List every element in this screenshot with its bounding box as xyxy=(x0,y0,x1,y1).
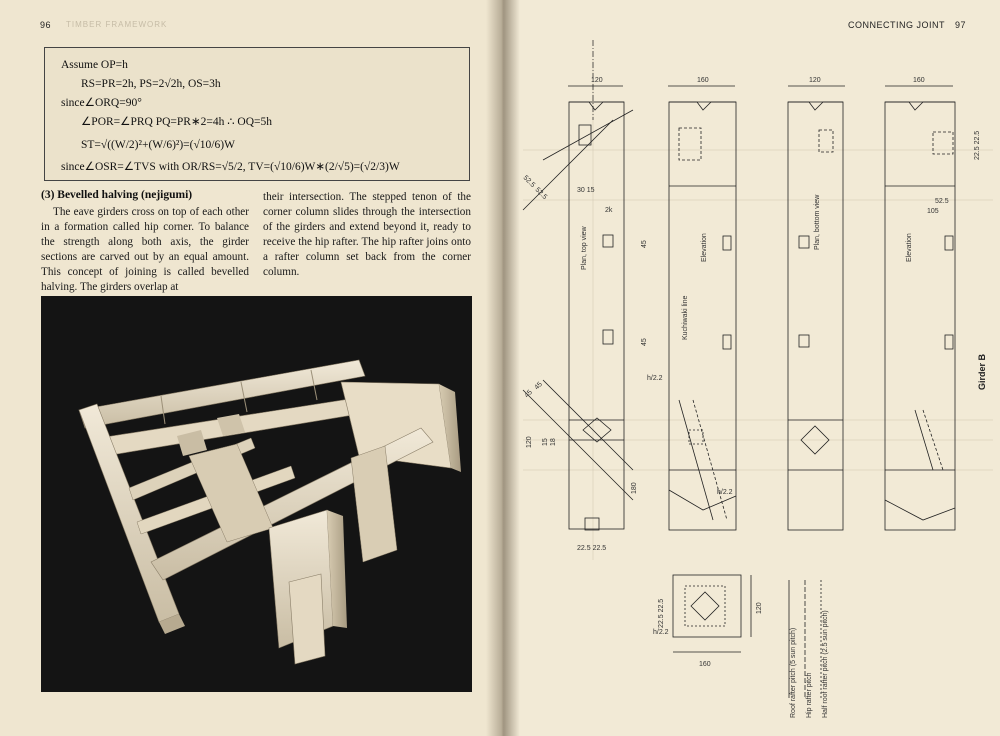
right-running-head: CONNECTING JOINT xyxy=(848,20,945,30)
math-box xyxy=(44,47,470,181)
math-line-4: ∠POR=∠PRQ PQ=PR∗2=4h ∴ OQ=5h xyxy=(81,116,273,128)
dim-45-c: 45 xyxy=(523,388,534,400)
dim-h-2-2-b: h/2.2 xyxy=(717,489,733,496)
right-page-number: 97 xyxy=(955,20,967,30)
dim-15: 15 xyxy=(542,438,549,446)
legend-roof-rafter: Roof rafter pitch (5 sun pitch) xyxy=(790,627,797,718)
dim-h-2-2-detail: h/2.2 xyxy=(653,629,669,636)
math-line-1: Assume OP=h xyxy=(61,59,128,71)
dim-160-detail: 160 xyxy=(699,661,711,668)
math-line-6: since∠OSR=∠TVS with OR/RS=√5/2, TV=(√10/6)W∗(2/√5)=(√2/3)W xyxy=(61,161,400,173)
top-dim-2: 160 xyxy=(697,77,709,84)
dim-120-side: 120 xyxy=(526,436,533,448)
paragraph-column-2: their intersection. The stepped tenon of the corner column slides through the intersection of the girders and extend beyond it, ready to receive the hip rafter. The hip rafter joins onto a rafter column set back from the corner column. xyxy=(263,191,471,278)
dim-45-b: 45 xyxy=(641,338,648,346)
dim-h-2-2-a: h/2.2 xyxy=(647,375,663,382)
section-title: (3) Bevelled halving (nejigumi) xyxy=(41,189,193,201)
math-line-3: since∠ORQ=90° xyxy=(61,97,142,109)
legend-half-roof-rafter: Half roof rafter pitch (2.5 sun pitch) xyxy=(822,610,829,718)
dim-52-5-b: 52.5 xyxy=(533,186,549,202)
dim-45-d: 45 xyxy=(533,380,544,392)
dim-180: 180 xyxy=(631,482,638,494)
view-label-plan-top: Plan, top view xyxy=(581,226,588,270)
top-dim-4: 160 xyxy=(913,77,925,84)
timber-model-photo xyxy=(41,296,472,692)
dim-18: 18 xyxy=(550,438,557,446)
view-label-plan-bottom: Plan, bottom view xyxy=(814,194,821,250)
dim-22-5-bottom: 22.5 22.5 xyxy=(577,545,607,552)
view-label-elevation-2: Elevation xyxy=(906,233,913,262)
dim-52-5-right: 52.5 xyxy=(935,198,949,205)
girder-b-label: Girder B xyxy=(977,353,987,390)
left-running-head: TIMBER FRAMEWORK xyxy=(66,20,168,29)
dim-22-5-detail: 22.5 22.5 xyxy=(658,598,665,628)
dim-2k: 2k xyxy=(605,207,613,214)
left-page-number: 96 xyxy=(40,20,52,30)
dim-105: 105 xyxy=(927,208,939,215)
dim-120-detail: 120 xyxy=(756,602,763,614)
dim-22-5-right: 22.5 22.5 xyxy=(974,130,981,160)
right-page xyxy=(503,0,1000,736)
dim-45-a: 45 xyxy=(641,240,648,248)
math-line-2: RS=PR=2h, PS=2√2h, OS=3h xyxy=(81,78,221,90)
timber-model-illustration xyxy=(41,296,472,692)
view-label-elevation-1: Elevation xyxy=(701,233,708,262)
paragraph-column-1: The eave girders cross on top of each other in a formation called hip corner. To balance the strength along both axis, the girder sections are carved out by an equal amount. This concept of joining is called bevelled halving. The girders overlap at xyxy=(41,206,249,293)
dim-52-5-a: 52.5 xyxy=(521,174,537,190)
top-dim-1: 120 xyxy=(591,77,603,84)
technical-drawing xyxy=(503,0,1000,736)
top-dim-3: 120 xyxy=(809,77,821,84)
math-line-5: ST=√((W/2)²+(W/6)²)=(√10/6)W xyxy=(81,139,235,151)
legend-hip-rafter: Hip rafter pitch xyxy=(806,672,813,718)
dim-30-15: 30 15 xyxy=(577,187,595,194)
kuchiwaki-line-label: Kuchiwaki line xyxy=(682,295,689,340)
